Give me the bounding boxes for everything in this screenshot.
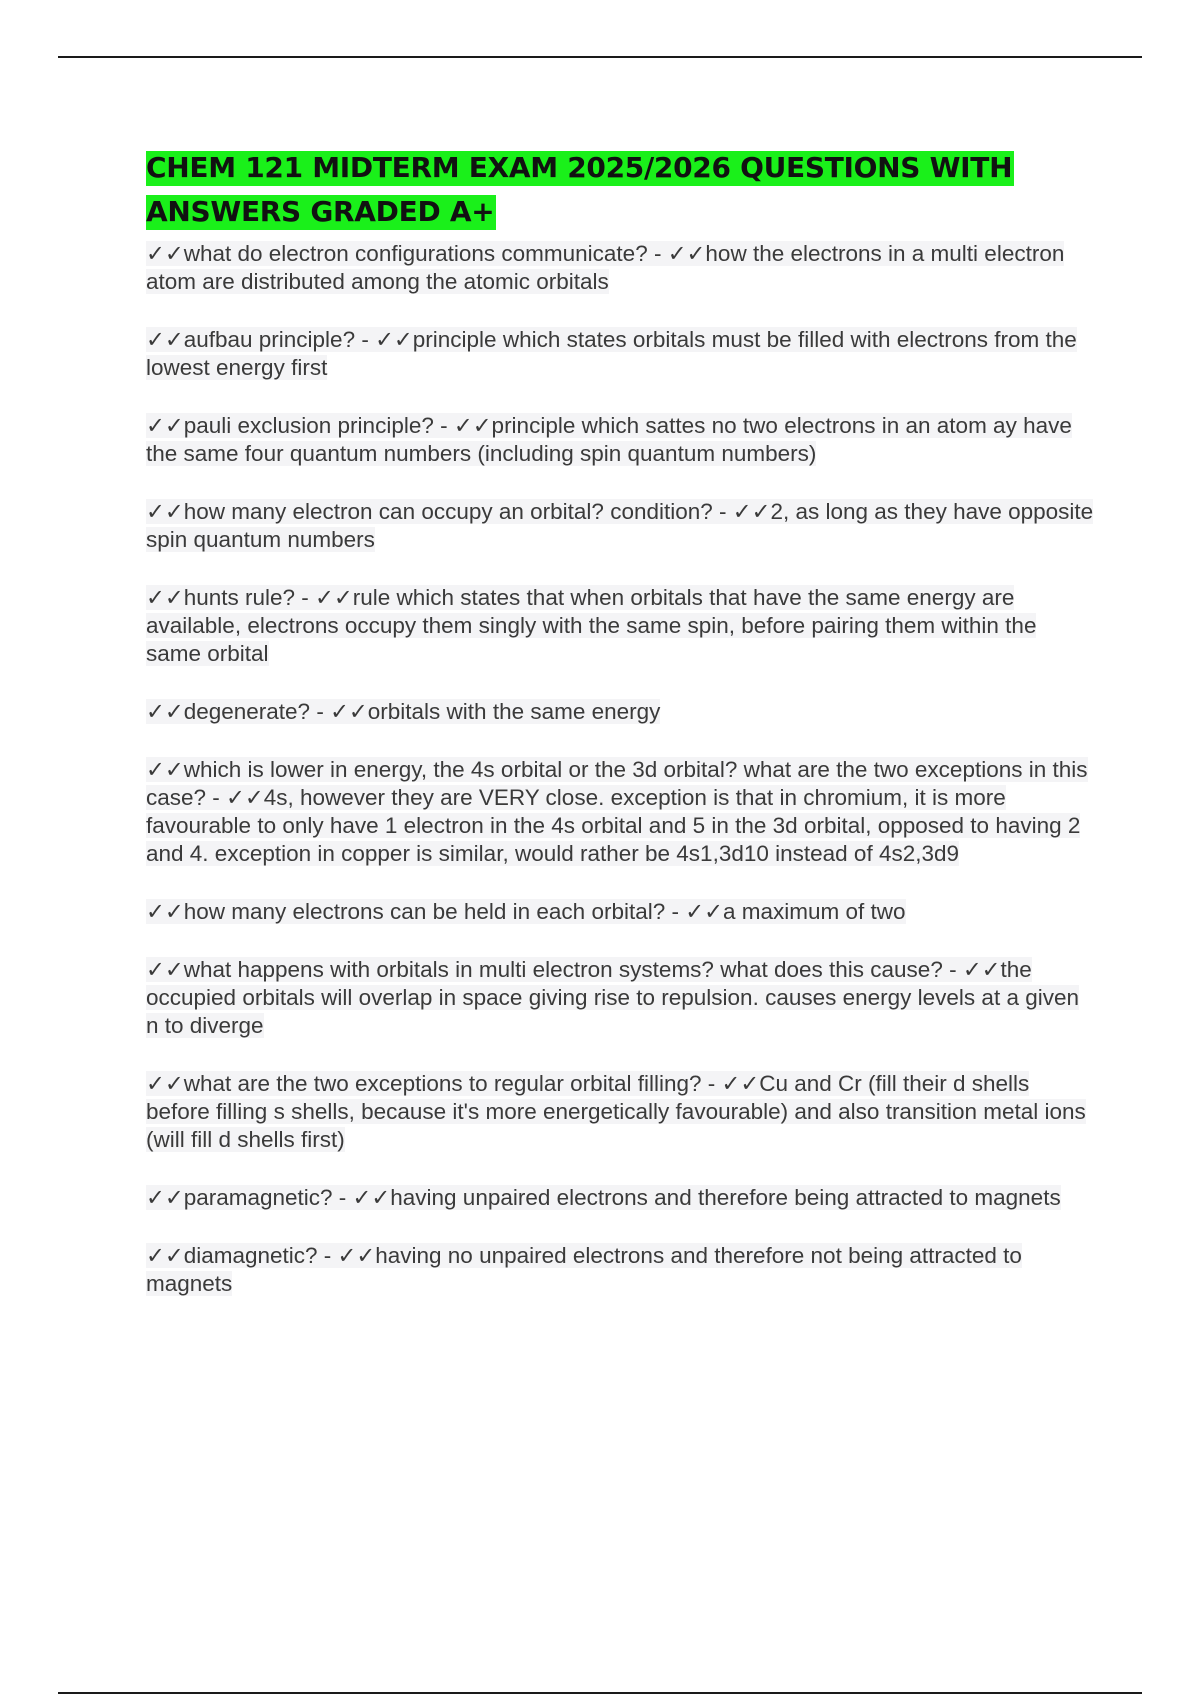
qa-item-text: ✓✓what do electron configurations communicate? - ✓✓how the electrons in a multi electron atom are distributed among the atomic orbitals	[146, 241, 1065, 294]
qa-item-text: ✓✓paramagnetic? - ✓✓having unpaired electrons and therefore being attracted to magnets	[146, 1185, 1061, 1210]
qa-item	[146, 240, 1096, 296]
qa-item	[146, 584, 1096, 668]
document-body	[146, 146, 1096, 1328]
qa-item	[146, 756, 1096, 868]
qa-item	[146, 898, 1096, 926]
qa-item-text: ✓✓aufbau principle? - ✓✓principle which states orbitals must be filled with electrons from the lowest energy first	[146, 327, 1077, 380]
footer-rule	[58, 1692, 1142, 1694]
qa-item	[146, 698, 1096, 726]
qa-item-text: ✓✓what happens with orbitals in multi electron systems? what does this cause? - ✓✓the occupied orbitals will overlap in space giving rise to repulsion. causes energy levels at a given n to diverge	[146, 957, 1080, 1038]
qa-item-text: ✓✓what are the two exceptions to regular orbital filling? - ✓✓Cu and Cr (fill their d shells before filling s shells, because it's more energetically favourable) and also transition metal ions (will fill d shells first)	[146, 1071, 1086, 1152]
qa-item-text: ✓✓which is lower in energy, the 4s orbital or the 3d orbital? what are the two exceptions in this case? - ✓✓4s, however they are VERY close. exception is that in chromium, it is more favourable to only have 1 electron in the 4s orbital and 5 in the 3d orbital, opposed to having 2 and 4. exception in copper is similar, would rather be 4s1,3d10 instead of 4s2,3d9	[146, 757, 1088, 866]
qa-item	[146, 956, 1096, 1040]
qa-list	[146, 240, 1096, 1298]
qa-item	[146, 326, 1096, 382]
qa-item	[146, 1070, 1096, 1154]
qa-item-text: ✓✓diamagnetic? - ✓✓having no unpaired electrons and therefore not being attracted to magnets	[146, 1243, 1022, 1296]
document-title-text: CHEM 121 MIDTERM EXAM 2025/2026 QUESTIONS WITH ANSWERS GRADED A+	[146, 151, 1013, 228]
qa-item	[146, 498, 1096, 554]
qa-item-text: ✓✓how many electron can occupy an orbital? condition? - ✓✓2, as long as they have opposite spin quantum numbers	[146, 499, 1094, 552]
qa-item	[146, 1242, 1096, 1298]
qa-item	[146, 412, 1096, 468]
qa-item-text: ✓✓pauli exclusion principle? - ✓✓principle which sattes no two electrons in an atom ay have the same four quantum numbers (including spin quantum numbers)	[146, 413, 1072, 466]
header-rule	[58, 56, 1142, 58]
qa-item-text: ✓✓degenerate? - ✓✓orbitals with the same energy	[146, 699, 661, 724]
qa-item	[146, 1184, 1096, 1212]
document-title	[146, 146, 1096, 234]
qa-item-text: ✓✓how many electrons can be held in each orbital? - ✓✓a maximum of two	[146, 899, 906, 924]
qa-item-text: ✓✓hunts rule? - ✓✓rule which states that when orbitals that have the same energy are available, electrons occupy them singly with the same spin, before pairing them within the same orbital	[146, 585, 1037, 666]
